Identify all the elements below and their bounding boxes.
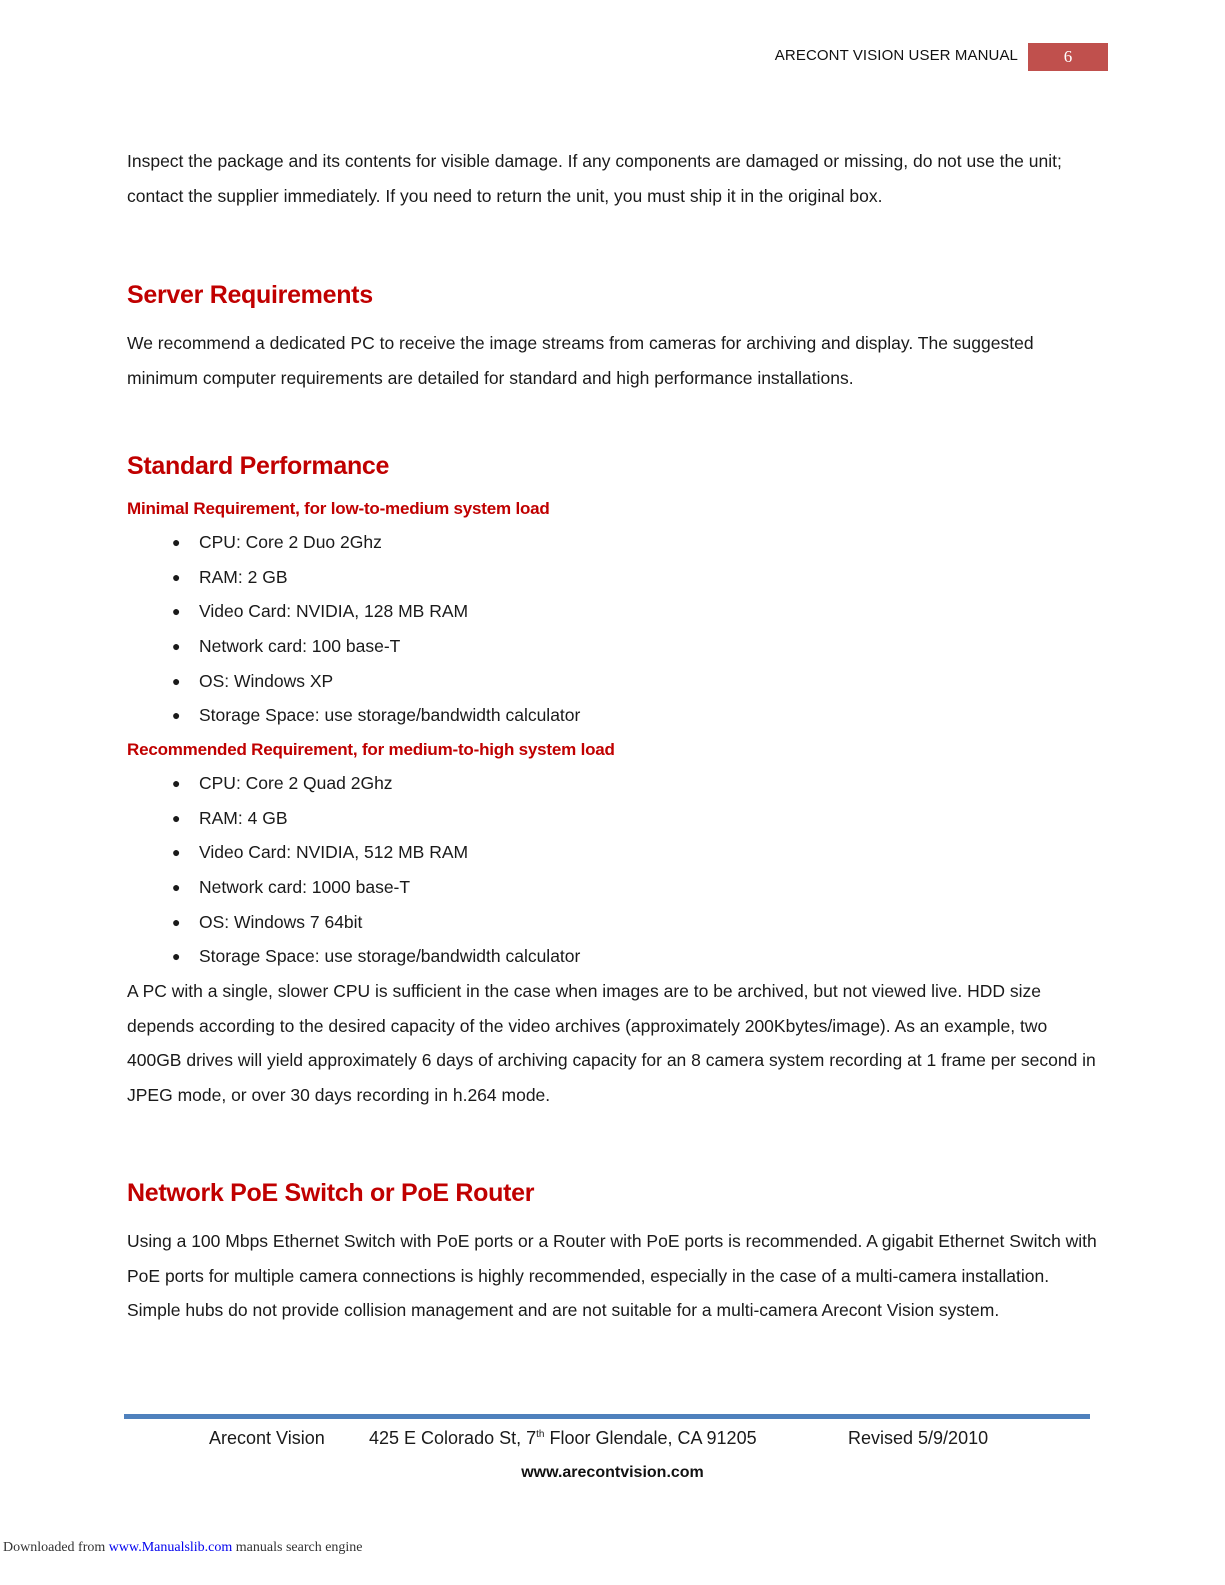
- footer-divider: [124, 1414, 1090, 1419]
- footer-revised-date: Revised 5/9/2010: [848, 1428, 989, 1448]
- footer-website: www.arecontvision.com: [521, 1464, 704, 1481]
- bullet-icon: ●: [172, 672, 181, 689]
- recommended-requirement-list: [127, 766, 1027, 974]
- footer-address: 425 E Colorado St, 7th Floor Glendale, CA 91205: [369, 1428, 757, 1448]
- page-number-badge: 6: [1028, 43, 1108, 71]
- list-item: ● OS: Windows 7 64bit: [127, 905, 1027, 940]
- minimal-requirement-subheading: Minimal Requirement, for low-to-medium system load: [127, 499, 550, 518]
- bullet-icon: ●: [172, 638, 181, 655]
- bullet-icon: ●: [172, 568, 181, 585]
- network-poe-heading: Network PoE Switch or PoE Router: [127, 1179, 535, 1207]
- list-item: ● OS: Windows XP: [127, 664, 1027, 699]
- network-poe-paragraph: Using a 100 Mbps Ethernet Switch with PoE ports or a Router with PoE ports is recommended. A gigabit Ethernet Switch with PoE ports for multiple camera connections is highly recommended, especially in the case of a multi-camera installation. Simple hubs do not provide collision management and are not suitable for a multi-camera Arecont Vision system.: [127, 1231, 1097, 1320]
- manual-title: ARECONT VISION USER MANUAL: [774, 47, 1018, 64]
- server-requirements-heading: Server Requirements: [127, 281, 373, 309]
- bullet-icon: ●: [172, 948, 181, 965]
- archive-capacity-paragraph: A PC with a single, slower CPU is sufficient in the case when images are to be archived, but not viewed live. HDD size depends according to the desired capacity of the video archives (approximately 200Kbytes/image). As an example, two 400GB drives will yield approximately 6 days of archiving capacity for an 8 camera system recording at 1 frame per second in JPEG mode, or over 30 days recording in h.264 mode.: [127, 981, 1096, 1105]
- bullet-icon: ●: [172, 913, 181, 930]
- bullet-icon: ●: [172, 775, 181, 791]
- list-item: ● Network card: 1000 base-T: [127, 870, 1027, 905]
- bullet-icon: ●: [172, 707, 181, 724]
- list-item: ● CPU: Core 2 Duo 2Ghz: [127, 525, 1027, 560]
- server-requirements-paragraph: We recommend a dedicated PC to receive the image streams from cameras for archiving and display. The suggested minimum computer requirements are detailed for standard and high performance installations.: [127, 333, 1034, 388]
- recommended-requirement-subheading: Recommended Requirement, for medium-to-high system load: [127, 740, 615, 759]
- intro-paragraph: Inspect the package and its contents for visible damage. If any components are damaged or missing, do not use the unit; contact the supplier immediately. If you need to return the unit, you must ship it in the original box.: [127, 151, 1062, 206]
- minimal-requirement-list: [127, 525, 1027, 733]
- list-item: ● RAM: 4 GB: [127, 801, 1027, 836]
- bullet-icon: ●: [172, 603, 181, 620]
- list-item: ● Video Card: NVIDIA, 128 MB RAM: [127, 594, 1027, 629]
- list-item: ● Storage Space: use storage/bandwidth calculator: [127, 698, 1027, 733]
- list-item: ● Network card: 100 base-T: [127, 629, 1027, 664]
- list-item: ● Storage Space: use storage/bandwidth calculator: [127, 939, 1027, 974]
- standard-performance-heading: Standard Performance: [127, 452, 390, 480]
- list-item: ● RAM: 2 GB: [127, 560, 1027, 595]
- footer-company: Arecont Vision: [209, 1428, 325, 1448]
- list-item: ● CPU: Core 2 Quad 2Ghz: [127, 766, 1027, 801]
- bullet-icon: ●: [172, 844, 181, 861]
- manualslib-link[interactable]: www.Manualslib.com: [108, 1540, 233, 1555]
- bullet-icon: ●: [172, 534, 181, 550]
- list-item: ● Video Card: NVIDIA, 512 MB RAM: [127, 835, 1027, 870]
- bullet-icon: ●: [172, 879, 181, 896]
- bullet-icon: ●: [172, 809, 181, 826]
- download-note: Downloaded from www.Manualslib.com manuals search engine: [3, 1540, 363, 1555]
